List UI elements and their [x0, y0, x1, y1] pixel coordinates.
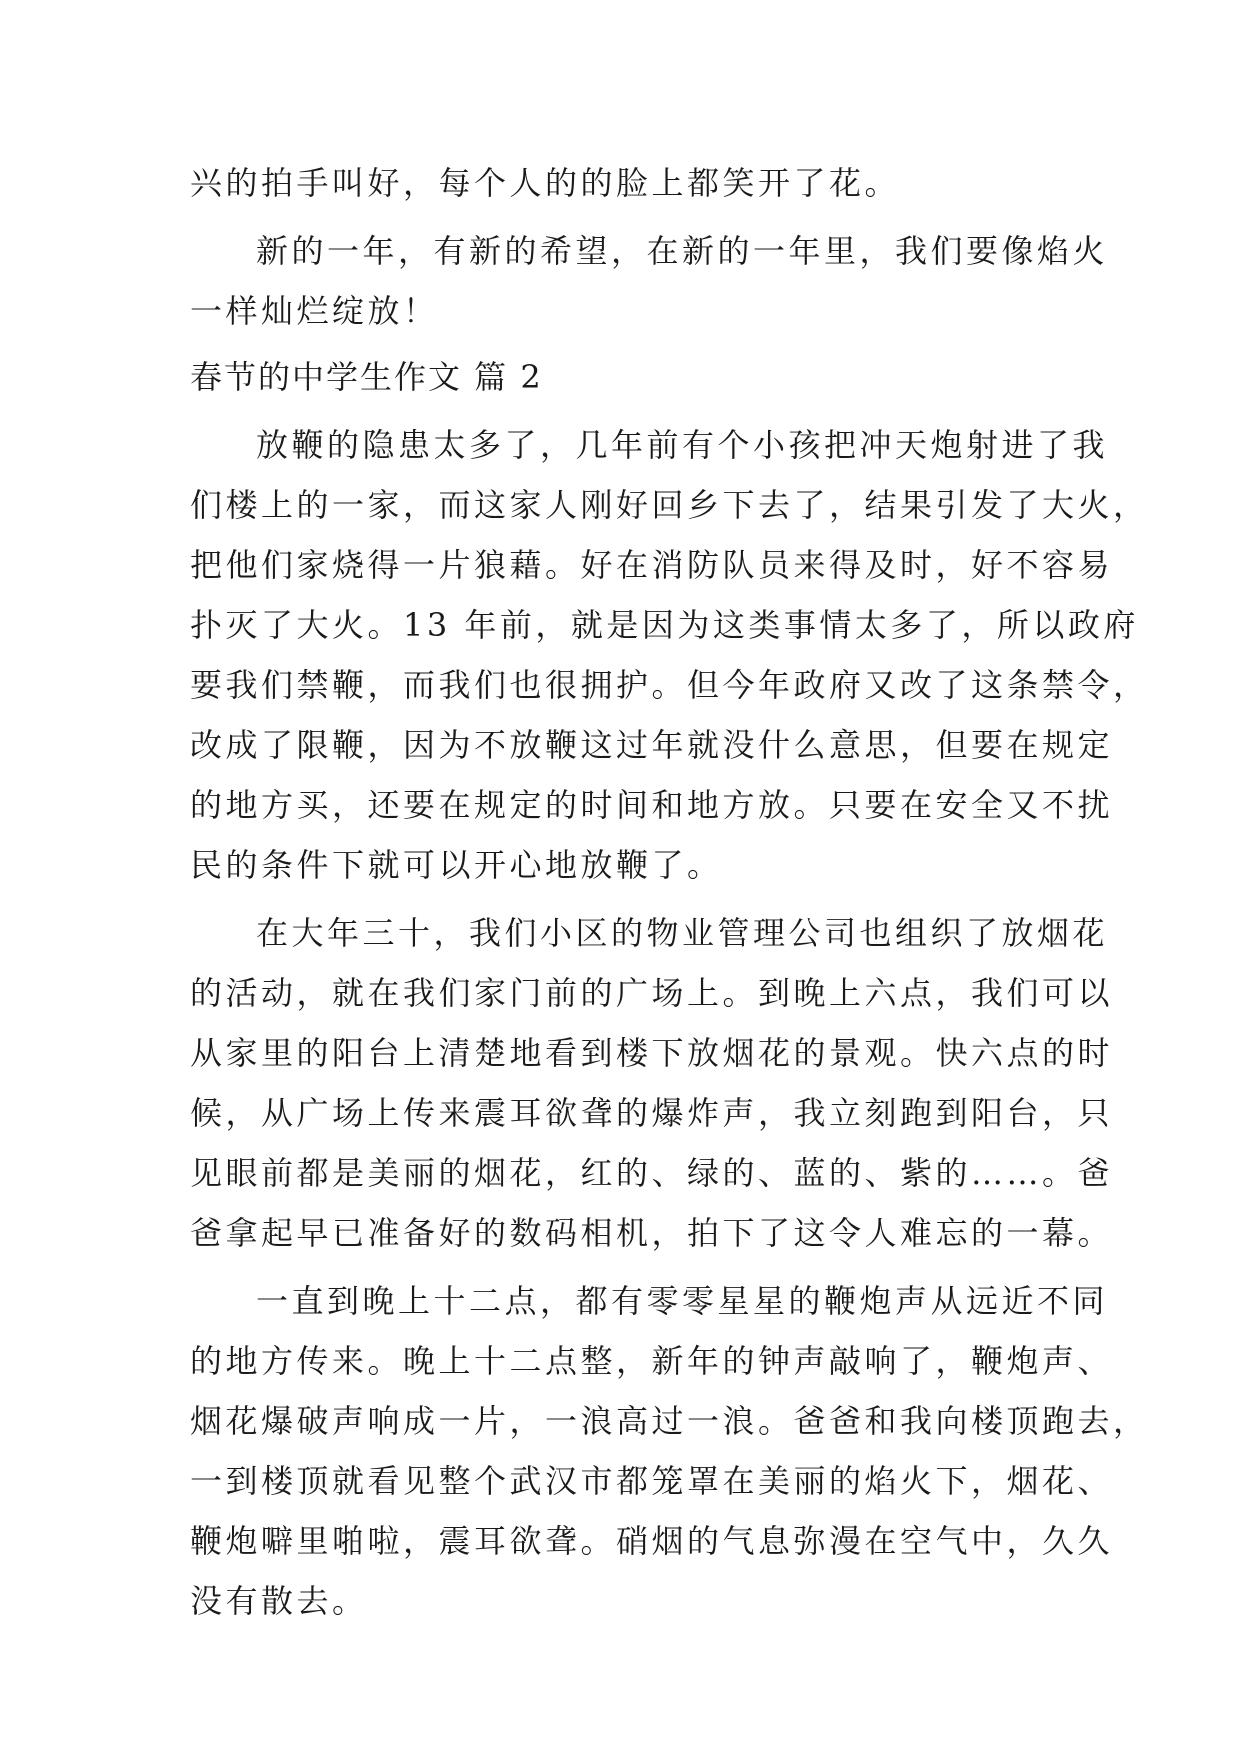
text-line: 没有散去。	[190, 1582, 368, 1620]
text-line: 一直到晚上十二点，都有零零星星的鞭炮声从远近不同	[256, 1282, 1109, 1320]
paragraph-new-years-eve	[190, 903, 1114, 1263]
paragraph-fireworks-end	[190, 153, 1052, 213]
paragraph-firecracker-hazards	[190, 415, 1149, 895]
text-line: 烟花爆破声响成一片，一浪高过一浪。爸爸和我向楼顶跑去，	[190, 1402, 1149, 1440]
text-line: 扑灭了大火。13 年前，就是因为这类事情太多了，所以政府	[190, 606, 1139, 644]
text-line: 一到楼顶就看见整个武汉市都笼罩在美丽的焰火下，烟花、	[190, 1462, 1114, 1500]
text-line: 民的条件下就可以开心地放鞭了。	[190, 846, 723, 884]
text-line: 兴的拍手叫好，每个人的的脸上都笑开了花。	[190, 164, 901, 202]
text-line: 一样灿烂绽放！	[190, 292, 439, 330]
text-line: 候，从广场上传来震耳欲聋的爆炸声，我立刻跑到阳台，只	[190, 1094, 1114, 1132]
text-line: 爸拿起早已准备好的数码相机，拍下了这令人难忘的一幕。	[190, 1214, 1114, 1252]
section-heading-text: 春节的中学生作文 篇 2	[190, 358, 543, 396]
paragraph-new-year-hope	[190, 221, 1109, 341]
text-line: 在大年三十，我们小区的物业管理公司也组织了放烟花	[256, 914, 1109, 952]
text-line: 把他们家烧得一片狼藉。好在消防队员来得及时，好不容易	[190, 546, 1114, 584]
text-line: 的地方传来。晚上十二点整，新年的钟声敲响了，鞭炮声、	[190, 1342, 1114, 1380]
text-line: 鞭炮噼里啪啦，震耳欲聋。硝烟的气息弥漫在空气中，久久	[190, 1522, 1114, 1560]
section-heading-2	[190, 347, 1052, 407]
document-body	[190, 153, 1149, 1631]
text-line: 们楼上的一家，而这家人刚好回乡下去了，结果引发了大火，	[190, 486, 1149, 524]
text-line: 的地方买，还要在规定的时间和地方放。只要在安全又不扰	[190, 786, 1114, 824]
text-line: 要我们禁鞭，而我们也很拥护。但今年政府又改了这条禁令，	[190, 666, 1149, 704]
text-line: 改成了限鞭，因为不放鞭这过年就没什么意思，但要在规定	[190, 726, 1114, 764]
text-line: 放鞭的隐患太多了，几年前有个小孩把冲天炮射进了我	[256, 426, 1109, 464]
paragraph-midnight	[190, 1271, 1149, 1631]
text-line: 见眼前都是美丽的烟花，红的、绿的、蓝的、紫的……。爸	[190, 1154, 1114, 1192]
text-line: 新的一年，有新的希望，在新的一年里，我们要像焰火	[256, 232, 1109, 270]
text-line: 的活动，就在我们家门前的广场上。到晚上六点，我们可以	[190, 974, 1114, 1012]
text-line: 从家里的阳台上清楚地看到楼下放烟花的景观。快六点的时	[190, 1034, 1114, 1072]
